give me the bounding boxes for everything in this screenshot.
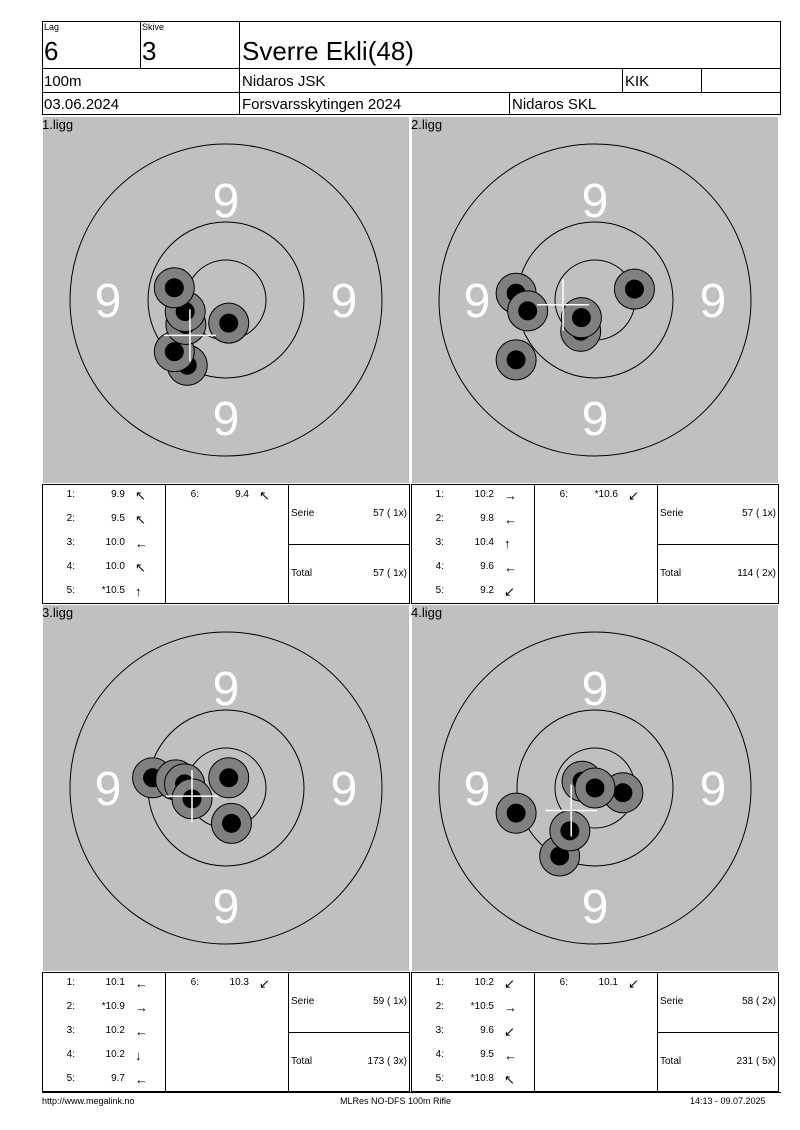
shot-number: 3: [66, 1025, 75, 1036]
shot-value: 10.2 [474, 977, 494, 988]
shot-row [430, 514, 540, 528]
shot-number: 6: [190, 489, 199, 500]
shot-number: 4: [435, 561, 444, 572]
shot-row [430, 586, 540, 600]
shot-number: 3: [435, 537, 444, 548]
direction-arrow-icon: ↖ [504, 1072, 515, 1087]
shot-number: 3: [66, 537, 75, 548]
direction-arrow-icon: ↙ [628, 488, 639, 503]
shot-value: *10.5 [101, 585, 125, 596]
total-label: Total [291, 1056, 313, 1067]
shot-value: 9.9 [111, 489, 125, 500]
shot-hole [508, 291, 548, 331]
shot-hole [209, 303, 249, 343]
total-value: 231 ( 5x) [736, 1056, 776, 1067]
target-face [43, 117, 409, 483]
target-1 [43, 117, 409, 483]
serie-value: 59 ( 1x) [373, 996, 407, 1007]
shot-row [430, 1074, 540, 1088]
total-label: Total [660, 1056, 682, 1067]
direction-arrow-icon: ↙ [504, 1024, 515, 1039]
direction-arrow-icon: ↓ [135, 1048, 142, 1063]
shot-hole [614, 269, 654, 309]
target-face [412, 117, 778, 483]
shot-number: 5: [66, 1073, 75, 1084]
shot-hole [550, 811, 590, 851]
ring-number: 9 [463, 763, 491, 816]
series-title: 4.ligg [411, 605, 443, 620]
ring-number: 9 [581, 393, 609, 446]
series-table-2 [411, 484, 779, 604]
shot-value: 9.8 [480, 513, 494, 524]
direction-arrow-icon: → [504, 488, 517, 503]
shot-value: 10.2 [105, 1049, 125, 1060]
serie-value: 58 ( 2x) [742, 996, 776, 1007]
class-name: KIK [625, 73, 650, 90]
shot-row [430, 562, 540, 576]
shot-hole [211, 803, 251, 843]
club-name: Nidaros JSK [242, 73, 326, 90]
event-date: 03.06.2024 [44, 96, 120, 113]
lag-value: 6 [44, 36, 59, 66]
shot-value: *10.8 [470, 1073, 494, 1084]
shot-row [185, 490, 295, 504]
ring-number: 9 [699, 763, 727, 816]
shot-hole [209, 758, 249, 798]
shot-value: *10.6 [594, 489, 618, 500]
shot-row [61, 1074, 171, 1088]
shot-number: 2: [66, 1001, 75, 1012]
ring-number: 9 [699, 275, 727, 328]
shot-row [61, 514, 171, 528]
shot-value: 10.3 [229, 977, 249, 988]
shot-value: 10.4 [474, 537, 494, 548]
footer-program: MLRes NO-DFS 100m Rifle [340, 1096, 452, 1106]
shot-number: 4: [66, 561, 75, 572]
shot-number: 6: [559, 489, 568, 500]
skive-label: Skive [142, 22, 165, 32]
shot-row [430, 490, 540, 504]
shot-number: 6: [559, 977, 568, 988]
direction-arrow-icon: ↖ [135, 560, 146, 575]
target-2 [412, 117, 778, 483]
distance: 100m [44, 73, 82, 90]
direction-arrow-icon: ← [504, 560, 517, 575]
shot-row [430, 1026, 540, 1040]
total-label: Total [291, 568, 313, 579]
direction-arrow-icon: ↑ [135, 584, 142, 599]
direction-arrow-icon: ← [135, 976, 148, 991]
shot-value: 10.1 [105, 977, 125, 988]
series-title: 2.ligg [411, 117, 443, 132]
direction-arrow-icon: ↖ [135, 512, 146, 527]
shot-value: 9.4 [235, 489, 249, 500]
shot-number: 1: [435, 489, 444, 500]
shot-row [61, 586, 171, 600]
shot-value: 9.7 [111, 1073, 125, 1084]
ring-number: 9 [212, 393, 240, 446]
shot-row [430, 978, 540, 992]
serie-value: 57 ( 1x) [373, 508, 407, 519]
shot-value: 10.0 [105, 561, 125, 572]
serie-value: 57 ( 1x) [742, 508, 776, 519]
ring-number: 9 [212, 881, 240, 934]
direction-arrow-icon: ↙ [504, 976, 515, 991]
shot-row [554, 490, 664, 504]
shot-number: 2: [66, 513, 75, 524]
shot-row [61, 1050, 171, 1064]
shot-value: *10.5 [470, 1001, 494, 1012]
shot-hole [575, 768, 615, 808]
ring-number: 9 [330, 275, 358, 328]
direction-arrow-icon: → [135, 1000, 148, 1015]
shot-row [430, 1002, 540, 1016]
shot-row [61, 490, 171, 504]
shot-row [61, 1026, 171, 1040]
shot-number: 6: [190, 977, 199, 988]
series-table-3 [42, 972, 410, 1092]
series-table-1 [42, 484, 410, 604]
direction-arrow-icon: ← [135, 1024, 148, 1039]
shot-row [61, 1002, 171, 1016]
target-4 [412, 605, 778, 971]
direction-arrow-icon: ← [504, 512, 517, 527]
direction-arrow-icon: ↙ [259, 976, 270, 991]
total-value: 114 ( 2x) [737, 568, 776, 579]
series-table-4 [411, 972, 779, 1092]
ring-number: 9 [330, 763, 358, 816]
serie-label: Serie [291, 996, 315, 1007]
shot-row [185, 978, 295, 992]
ring-number: 9 [212, 663, 240, 716]
ring-number: 9 [581, 663, 609, 716]
shot-value: 10.2 [474, 489, 494, 500]
shot-number: 4: [435, 1049, 444, 1060]
direction-arrow-icon: ← [135, 1072, 148, 1087]
direction-arrow-icon: ← [135, 536, 148, 551]
ring-number: 9 [581, 881, 609, 934]
serie-label: Serie [291, 508, 315, 519]
shot-number: 2: [435, 513, 444, 524]
target-face [412, 605, 778, 971]
shot-number: 1: [66, 489, 75, 500]
shot-row [61, 538, 171, 552]
shot-row [61, 978, 171, 992]
shot-value: 9.6 [480, 1025, 494, 1036]
shot-number: 4: [66, 1049, 75, 1060]
total-value: 57 ( 1x) [373, 568, 407, 579]
shot-number: 3: [435, 1025, 444, 1036]
shot-value: *10.9 [101, 1001, 125, 1012]
shot-row [554, 978, 664, 992]
organizer: Nidaros SKL [512, 96, 597, 113]
footer-url[interactable]: http://www.megalink.no [42, 1096, 135, 1106]
direction-arrow-icon: ← [504, 1048, 517, 1063]
direction-arrow-icon: ↖ [259, 488, 270, 503]
shot-number: 2: [435, 1001, 444, 1012]
shot-hole [496, 340, 536, 380]
shot-number: 5: [435, 585, 444, 596]
shot-hole [561, 298, 601, 338]
ring-number: 9 [212, 175, 240, 228]
footer-printed: 14:13 - 09.07.2025 [690, 1096, 766, 1106]
series-title: 3.ligg [42, 605, 74, 620]
shot-number: 5: [435, 1073, 444, 1084]
target-face [43, 605, 409, 971]
shot-value: 9.2 [480, 585, 494, 596]
shot-row [61, 562, 171, 576]
shot-value: 10.2 [105, 1025, 125, 1036]
target-3 [43, 605, 409, 971]
shooter-name: Sverre Ekli(48) [242, 36, 414, 66]
ring-number: 9 [463, 275, 491, 328]
direction-arrow-icon: ↙ [628, 976, 639, 991]
total-value: 173 ( 3x) [367, 1056, 407, 1067]
event-name: Forsvarsskytingen 2024 [242, 96, 402, 113]
ring-number: 9 [94, 275, 122, 328]
ring-number: 9 [581, 175, 609, 228]
skive-value: 3 [142, 36, 157, 66]
shot-number: 5: [66, 585, 75, 596]
shot-row [430, 538, 540, 552]
serie-label: Serie [660, 996, 684, 1007]
shot-hole [154, 268, 194, 308]
shot-value: 9.6 [480, 561, 494, 572]
shot-hole [496, 793, 536, 833]
serie-label: Serie [660, 508, 684, 519]
shot-value: 9.5 [480, 1049, 494, 1060]
lag-label: Lag [44, 22, 60, 32]
direction-arrow-icon: ↙ [504, 584, 515, 599]
direction-arrow-icon: ↖ [135, 488, 146, 503]
total-label: Total [660, 568, 682, 579]
direction-arrow-icon: → [504, 1000, 517, 1015]
shot-number: 1: [66, 977, 75, 988]
shot-value: 10.0 [105, 537, 125, 548]
series-title: 1.ligg [42, 117, 74, 132]
shot-value: 10.1 [598, 977, 618, 988]
direction-arrow-icon: ↑ [504, 536, 511, 551]
shot-number: 1: [435, 977, 444, 988]
shot-value: 9.5 [111, 513, 125, 524]
shot-row [430, 1050, 540, 1064]
ring-number: 9 [94, 763, 122, 816]
